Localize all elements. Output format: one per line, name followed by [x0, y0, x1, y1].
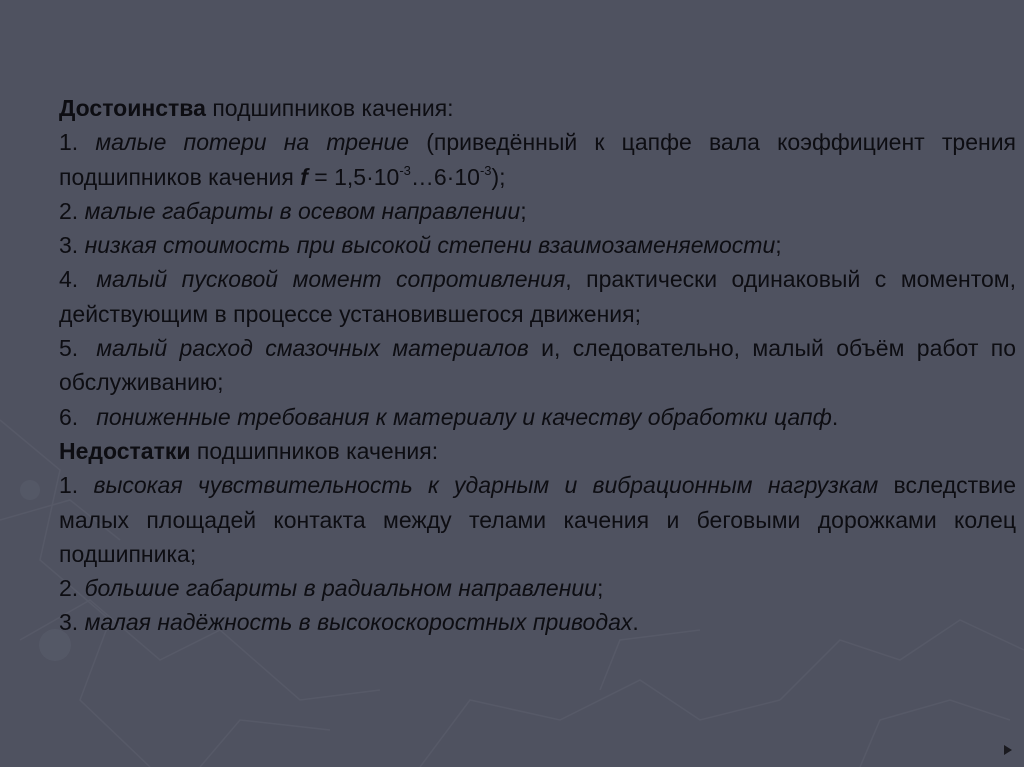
item-text: (приведённый к цапфе вала коэффициент трения подшипников качения: [59, 129, 1017, 190]
advantages-heading: [59, 91, 1016, 125]
item-italic: пониженные требования к материалу и качеству обработки цапф: [96, 403, 832, 430]
disadvantages-heading-bold: Недостатки: [59, 437, 191, 464]
item-italic: малый расход смазочных материалов: [96, 335, 529, 362]
item-text: ;: [775, 232, 782, 259]
item-text: = 1,5·10: [307, 163, 400, 190]
item-italic: низкая стоимость при высокой степени взаимозаменяемости: [84, 232, 776, 259]
item-italic: малая надёжность в высокоскоростных приводах: [84, 609, 633, 636]
item-number: 1.: [59, 472, 94, 499]
slide-body: [59, 91, 1016, 640]
item-number: 1.: [59, 129, 96, 156]
item-text: , практически одинаковый с моментом, действующим в процессе установившегося движения;: [59, 266, 1016, 327]
item-number: 6.: [59, 403, 79, 430]
advantage-item-3: [59, 228, 1016, 262]
item-text: …6·10: [410, 163, 480, 190]
item-italic: большие габариты в радиальном направлении: [84, 575, 597, 602]
item-number: 3.: [59, 609, 85, 636]
item-number: 5.: [59, 335, 79, 362]
item-italic: высокая чувствительность к ударным и вибрационным нагрузкам: [93, 472, 879, 499]
item-text: вследствие малых площадей контакта между телами качения и беговыми дорожками колец подшипника;: [59, 472, 1017, 567]
advantages-heading-bold: Достоинства: [59, 95, 206, 121]
advantage-item-1: [59, 125, 1016, 194]
advantage-item-4: [59, 262, 1016, 331]
item-italic: малые потери на трение: [95, 129, 410, 156]
item-number: 2.: [59, 575, 85, 602]
item-number: 4.: [59, 266, 79, 293]
item-text: .: [632, 609, 639, 636]
item-text: .: [831, 403, 839, 430]
advantage-item-6: [59, 400, 1016, 434]
exponent: -3: [479, 162, 492, 178]
disadvantages-heading-rest: подшипников качения:: [190, 437, 439, 464]
item-text: и, следовательно, малый объём работ по обслуживанию;: [59, 335, 1016, 396]
friction-symbol: f: [300, 163, 308, 190]
advantage-item-5: [59, 331, 1016, 400]
disadvantage-item-2: [59, 571, 1016, 605]
item-italic: малые габариты в осевом направлении: [84, 197, 521, 224]
item-number: 2.: [59, 197, 85, 224]
advantages-heading-rest: подшипников качения:: [205, 95, 454, 121]
item-italic: малый пусковой момент сопротивления: [96, 266, 566, 293]
advantage-item-2: [59, 194, 1016, 228]
next-slide-arrow-icon[interactable]: [1004, 745, 1012, 755]
disadvantages-heading: [59, 434, 1016, 468]
item-text: ;: [520, 197, 527, 224]
item-text: );: [491, 163, 506, 190]
item-number: 3.: [59, 232, 85, 259]
disadvantage-item-3: [59, 605, 1016, 639]
exponent: -3: [399, 162, 411, 178]
disadvantage-item-1: [59, 468, 1016, 571]
item-text: ;: [596, 575, 604, 602]
